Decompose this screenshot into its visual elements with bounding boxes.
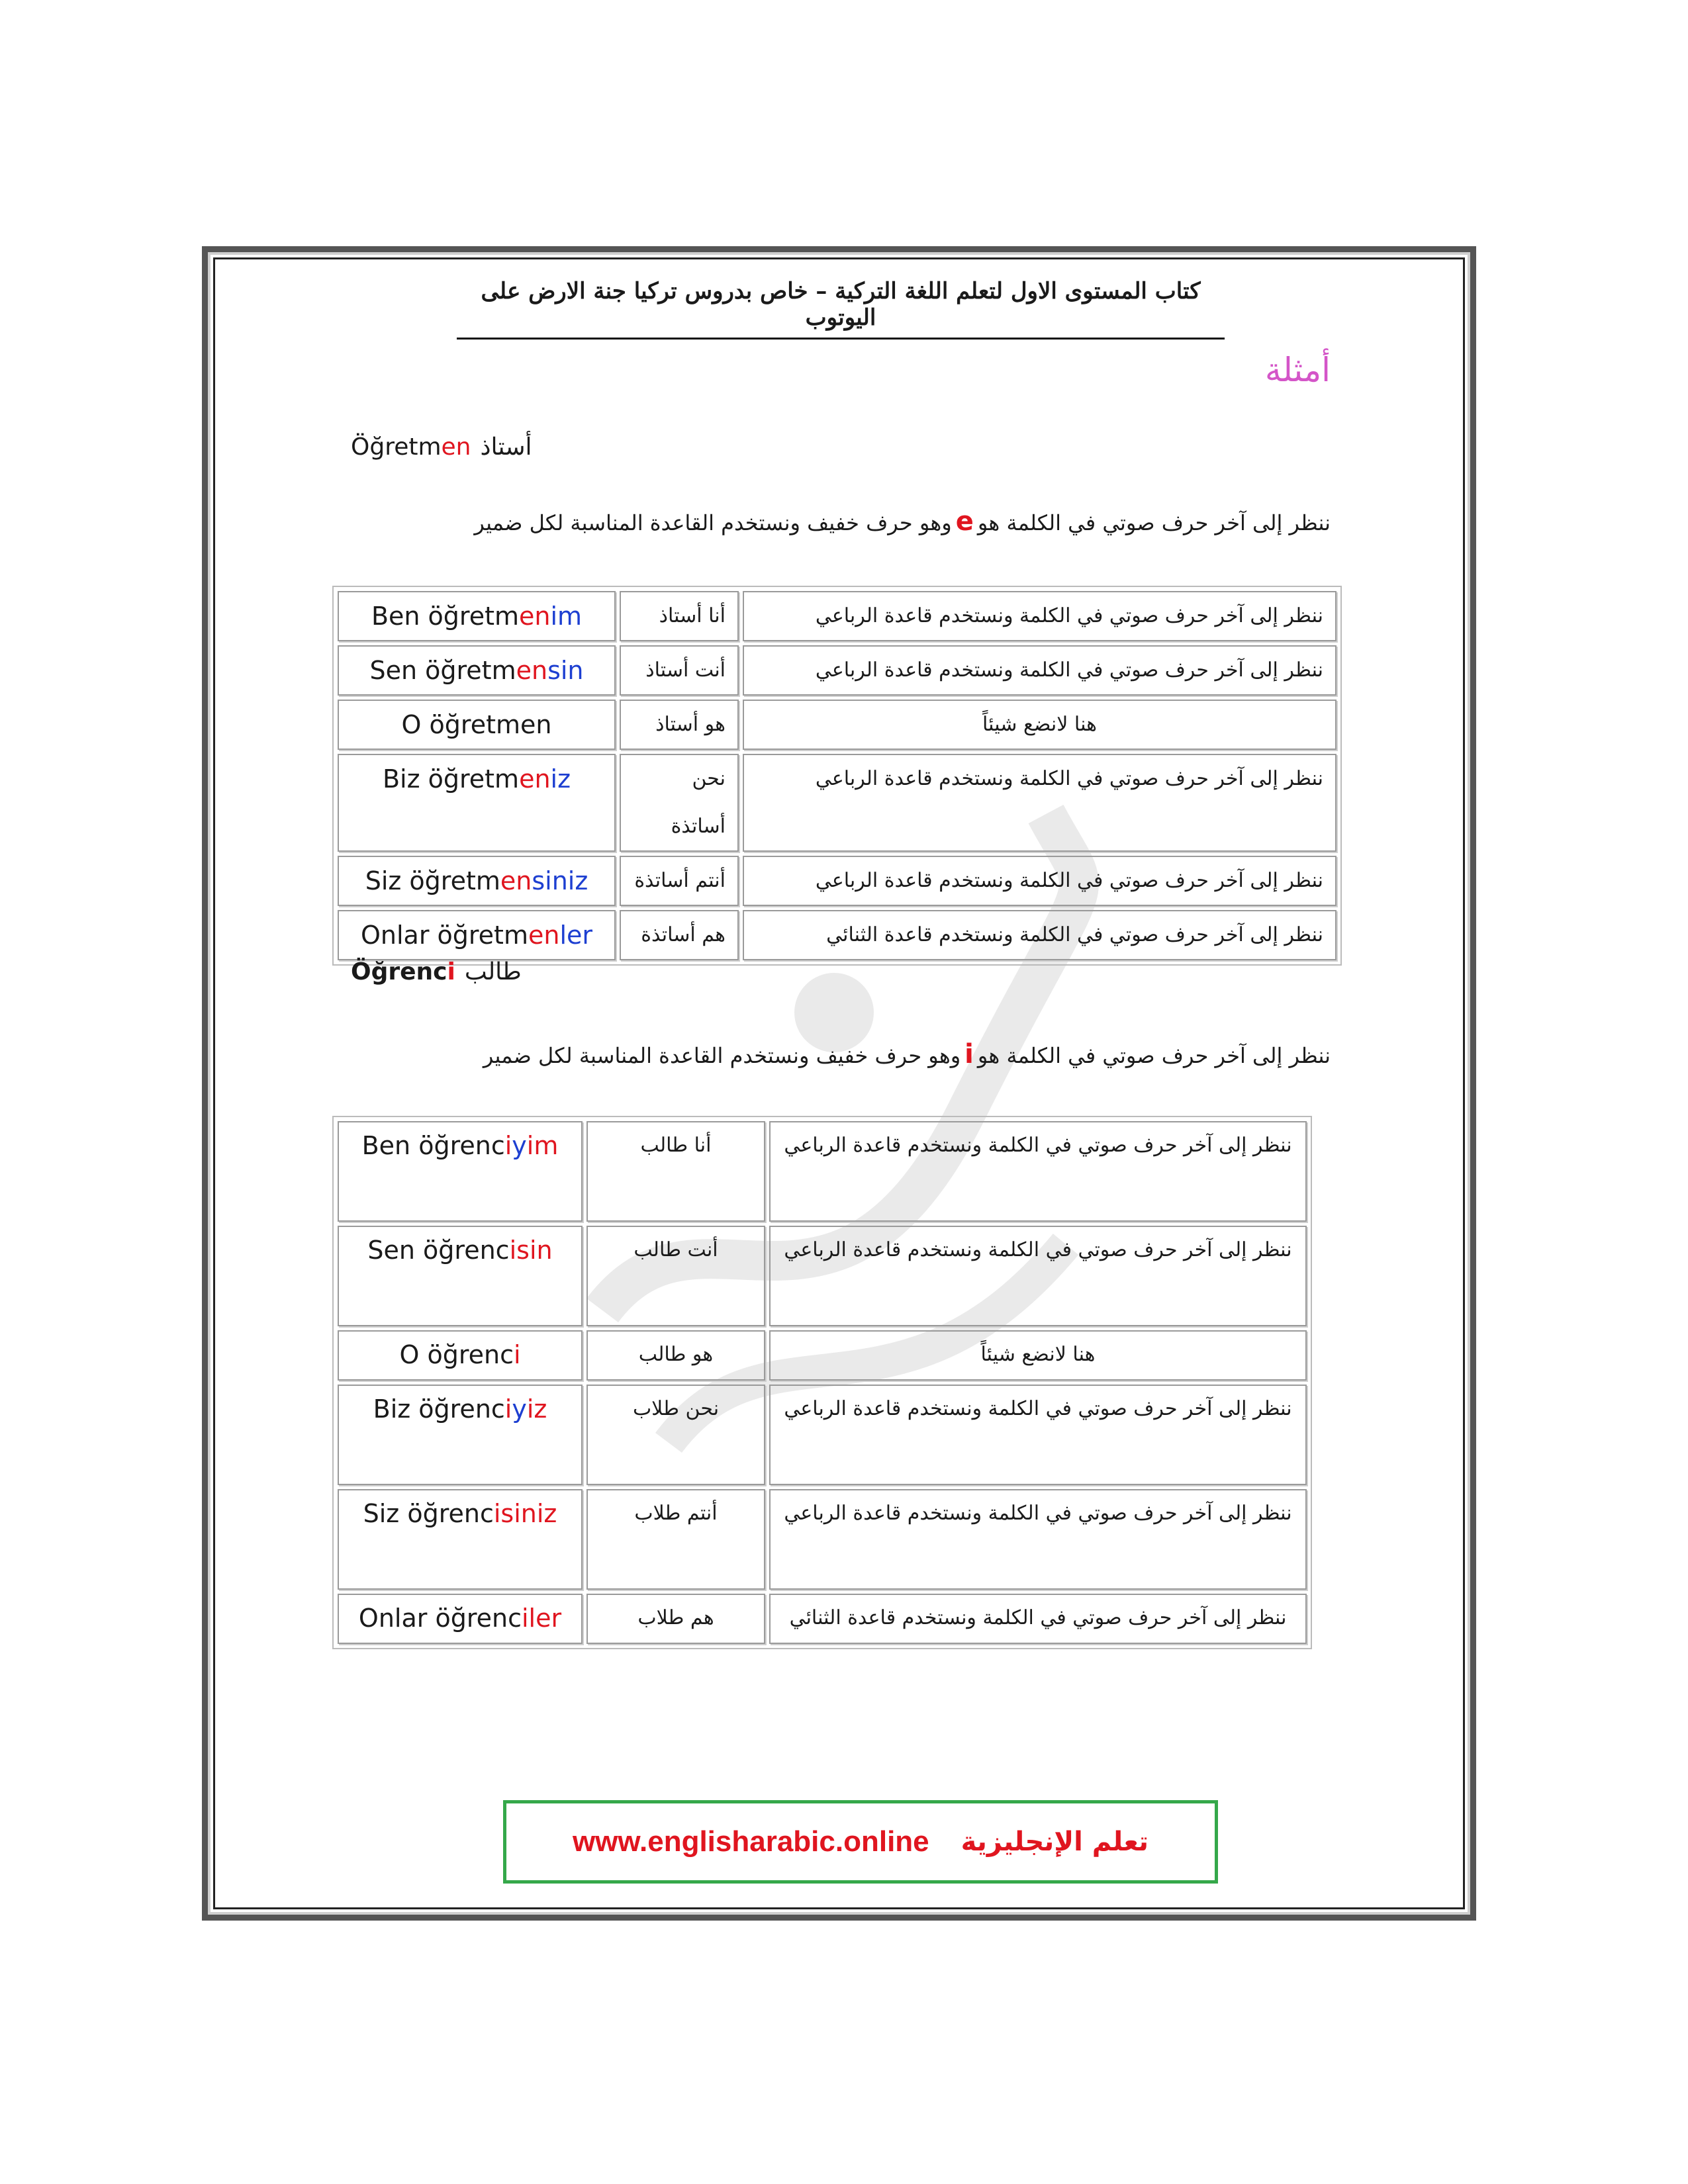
turkish-cell: O öğrenci [338, 1330, 583, 1381]
rule-text-1: ننظر إلى آخر حرف صوتي في الكلمة هوeوهو حرف خفيف ونستخدم القاعدة المناسبة لكل ضمير [474, 506, 1331, 537]
explanation-cell: ننظر إلى آخر حرف صوتي في الكلمة ونستخدم قاعدة الرباعي [769, 1489, 1307, 1590]
table-row [338, 1489, 1307, 1590]
table-row [338, 591, 1336, 641]
turkish-cell: Siz öğrencisiniz [338, 1489, 583, 1590]
arabic-cell: أنت أستاذ [620, 645, 739, 696]
turkish-cell: Sen öğretmensin [338, 645, 616, 696]
turkish-cell: O öğretmen [338, 700, 616, 750]
table-row [338, 910, 1336, 960]
word-turkish: Öğretmen [351, 433, 471, 461]
turkish-cell: Biz öğretmeniz [338, 754, 616, 852]
explanation-cell: ننظر إلى آخر حرف صوتي في الكلمة ونستخدم قاعدة الرباعي [769, 1385, 1307, 1485]
conjugation-table-ogrenci [332, 1116, 1312, 1649]
table-row [338, 1121, 1307, 1222]
footer-label: تعلم الإنجليزية [961, 1827, 1149, 1857]
footer-url-link[interactable]: www.englisharabic.online [572, 1825, 929, 1858]
explanation-cell: ننظر إلى آخر حرف صوتي في الكلمة ونستخدم قاعدة الرباعي [769, 1121, 1307, 1222]
explanation-cell: ننظر إلى آخر حرف صوتي في الكلمة ونستخدم قاعدة الرباعي [743, 591, 1336, 641]
table-row [338, 1226, 1307, 1326]
explanation-cell: ننظر إلى آخر حرف صوتي في الكلمة ونستخدم قاعدة الرباعي [743, 754, 1336, 852]
arabic-cell: أنا أستاذ [620, 591, 739, 641]
turkish-cell: Onlar öğrenciler [338, 1594, 583, 1644]
table-row [338, 856, 1336, 906]
arabic-cell: نحن طلاب [586, 1385, 765, 1485]
turkish-cell: Sen öğrencisin [338, 1226, 583, 1326]
rule-text-2: ننظر إلى آخر حرف صوتي في الكلمة هوiوهو حرف خفيف ونستخدم القاعدة المناسبة لكل ضمير [483, 1039, 1331, 1069]
arabic-cell: نحن أساتذة [620, 754, 739, 852]
arabic-cell: أنتم طلاب [586, 1489, 765, 1590]
word-ogretmen [351, 433, 532, 461]
rule-vowel: e [955, 506, 974, 537]
table-row [338, 645, 1336, 696]
explanation-cell: ننظر إلى آخر حرف صوتي في الكلمة ونستخدم قاعدة الثنائي [743, 910, 1336, 960]
turkish-cell: Siz öğretmensiniz [338, 856, 616, 906]
word-turkish: Öğrenci [351, 958, 455, 985]
arabic-cell: هم أساتذة [620, 910, 739, 960]
arabic-cell: هم طلاب [586, 1594, 765, 1644]
arabic-cell: هو طالب [586, 1330, 765, 1381]
rule-vowel: i [964, 1039, 974, 1069]
table-row [338, 754, 1336, 852]
explanation-cell: ننظر إلى آخر حرف صوتي في الكلمة ونستخدم قاعدة الرباعي [743, 856, 1336, 906]
arabic-cell: أنا طالب [586, 1121, 765, 1222]
arabic-cell: هو أستاذ [620, 700, 739, 750]
explanation-cell: هنا لانضع شيئاً [769, 1330, 1307, 1381]
explanation-cell: ننظر إلى آخر حرف صوتي في الكلمة ونستخدم قاعدة الرباعي [743, 645, 1336, 696]
word-arabic: طالب [464, 958, 522, 985]
turkish-cell: Ben öğrenciyim [338, 1121, 583, 1222]
conjugation-table-ogretmen [332, 586, 1342, 966]
explanation-cell: ننظر إلى آخر حرف صوتي في الكلمة ونستخدم قاعدة الرباعي [769, 1226, 1307, 1326]
arabic-cell: أنت طالب [586, 1226, 765, 1326]
turkish-cell: Biz öğrenciyiz [338, 1385, 583, 1485]
page-frame-inner [213, 257, 1465, 1909]
turkish-cell: Onlar öğretmenler [338, 910, 616, 960]
word-ogrenci [351, 958, 522, 985]
word-arabic: أستاذ [480, 433, 532, 461]
page-title: كتاب المستوى الاول لتعلم اللغة التركية – خاص بدروس تركيا جنة الارض على اليوتوب [457, 278, 1225, 340]
table-row [338, 700, 1336, 750]
footer-banner[interactable] [503, 1800, 1218, 1884]
arabic-cell: أنتم أساتذة [620, 856, 739, 906]
explanation-cell: ننظر إلى آخر حرف صوتي في الكلمة ونستخدم قاعدة الثنائي [769, 1594, 1307, 1644]
explanation-cell: هنا لانضع شيئاً [743, 700, 1336, 750]
table-row [338, 1330, 1307, 1381]
examples-heading: أمثلة [1264, 351, 1331, 389]
turkish-cell: Ben öğretmenim [338, 591, 616, 641]
table-row [338, 1385, 1307, 1485]
table-row [338, 1594, 1307, 1644]
